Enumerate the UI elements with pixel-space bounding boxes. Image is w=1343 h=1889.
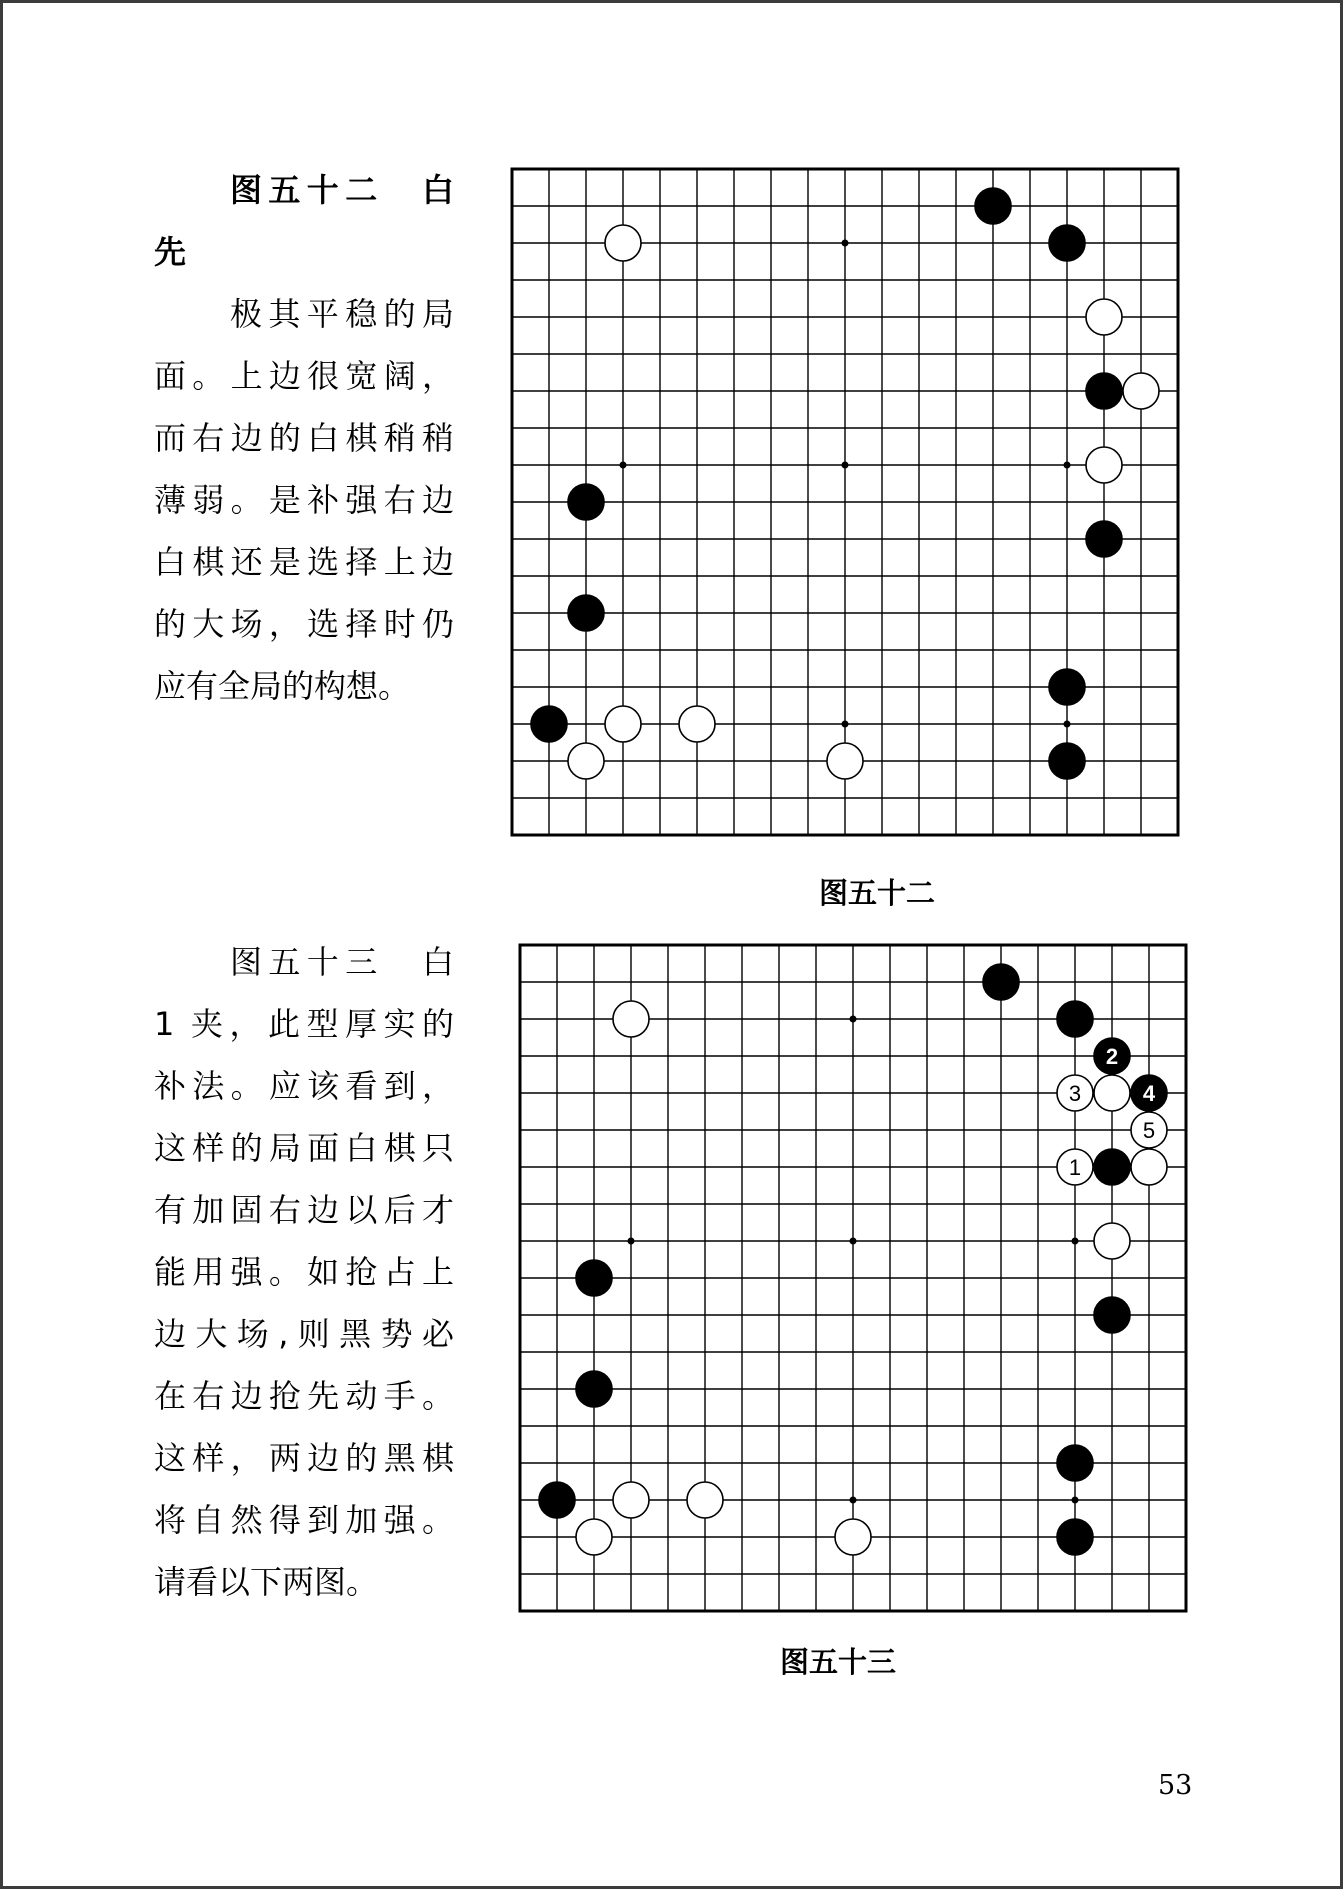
black-stone	[568, 484, 604, 520]
black-stone	[1057, 1519, 1093, 1555]
diagram52-caption: 图五十二	[819, 876, 936, 910]
black-stone	[568, 595, 604, 631]
diagram53-caption: 图五十三	[780, 1645, 897, 1679]
star-point	[850, 1497, 857, 1504]
text-line: 将自然得到加强。	[154, 1501, 454, 1539]
text-line: 请看以下两图。	[154, 1563, 379, 1601]
white-stone	[1131, 1149, 1167, 1185]
page-number: 53	[1158, 1770, 1193, 1801]
white-stone	[679, 706, 715, 742]
text-line: 有加固右边以后才	[154, 1191, 454, 1229]
text-line: 1 夹，此型厚实的	[154, 1005, 454, 1043]
text-line: 的大场，选择时仍	[154, 605, 454, 643]
star-point	[842, 721, 849, 728]
white-stone	[1086, 447, 1122, 483]
star-point	[850, 1016, 857, 1023]
star-point	[842, 462, 849, 469]
text-line: 这样的局面白棋只	[154, 1129, 454, 1167]
white-stone	[1086, 299, 1122, 335]
move-number: 3	[1068, 1081, 1082, 1106]
white-stone	[1123, 373, 1159, 409]
black-stone	[1094, 1297, 1130, 1333]
text-line: 补法。应该看到，	[154, 1067, 454, 1105]
white-stone	[576, 1519, 612, 1555]
star-point	[628, 1238, 635, 1245]
diagram52-text	[154, 159, 454, 717]
star-point	[1064, 721, 1071, 728]
black-stone	[1086, 373, 1122, 409]
white-stone	[605, 225, 641, 261]
white-stone	[605, 706, 641, 742]
text-line: 边大场,则黑势必	[154, 1315, 454, 1353]
white-stone	[835, 1519, 871, 1555]
white-stone	[687, 1482, 723, 1518]
star-point	[1072, 1497, 1079, 1504]
black-stone	[1057, 1445, 1093, 1481]
text-line: 应有全局的构想。	[154, 667, 411, 705]
black-stone	[1049, 743, 1085, 779]
black-stone	[576, 1260, 612, 1296]
star-point	[842, 240, 849, 247]
white-stone	[1094, 1223, 1130, 1259]
text-line: 这样，两边的黑棋	[154, 1439, 454, 1477]
diagram52-heading-cont: 先	[154, 233, 187, 271]
move-number: 2	[1105, 1044, 1119, 1069]
white-stone	[827, 743, 863, 779]
black-stone	[983, 964, 1019, 1000]
text-line: 白棋还是选择上边	[154, 543, 454, 581]
star-point	[1064, 462, 1071, 469]
black-stone	[539, 1482, 575, 1518]
white-stone	[568, 743, 604, 779]
white-stone	[613, 1001, 649, 1037]
move-number: 4	[1142, 1081, 1156, 1106]
diagram52-heading: 图五十二 白	[230, 171, 454, 209]
black-stone	[1086, 521, 1122, 557]
go-board-53	[518, 943, 1188, 1613]
text-line: 能用强。如抢占上	[154, 1253, 454, 1291]
black-stone	[576, 1371, 612, 1407]
text-line: 而右边的白棋稍稍	[154, 419, 454, 457]
black-stone	[531, 706, 567, 742]
text-line: 面。上边很宽阔，	[154, 357, 454, 395]
text-line: 薄弱。是补强右边	[154, 481, 454, 519]
star-point	[1072, 1238, 1079, 1245]
white-stone	[1094, 1075, 1130, 1111]
black-stone	[1049, 225, 1085, 261]
black-stone	[1094, 1149, 1130, 1185]
move-number: 1	[1068, 1155, 1082, 1180]
text-line: 在右边抢先动手。	[154, 1377, 454, 1415]
white-stone	[613, 1482, 649, 1518]
text-line: 图五十三 白	[230, 943, 454, 981]
star-point	[850, 1238, 857, 1245]
diagram53-text	[154, 931, 454, 1613]
move-number: 5	[1142, 1118, 1156, 1143]
text-line: 极其平稳的局	[230, 295, 454, 333]
star-point	[620, 462, 627, 469]
black-stone	[975, 188, 1011, 224]
black-stone	[1049, 669, 1085, 705]
black-stone	[1057, 1001, 1093, 1037]
go-board-52	[510, 167, 1180, 837]
